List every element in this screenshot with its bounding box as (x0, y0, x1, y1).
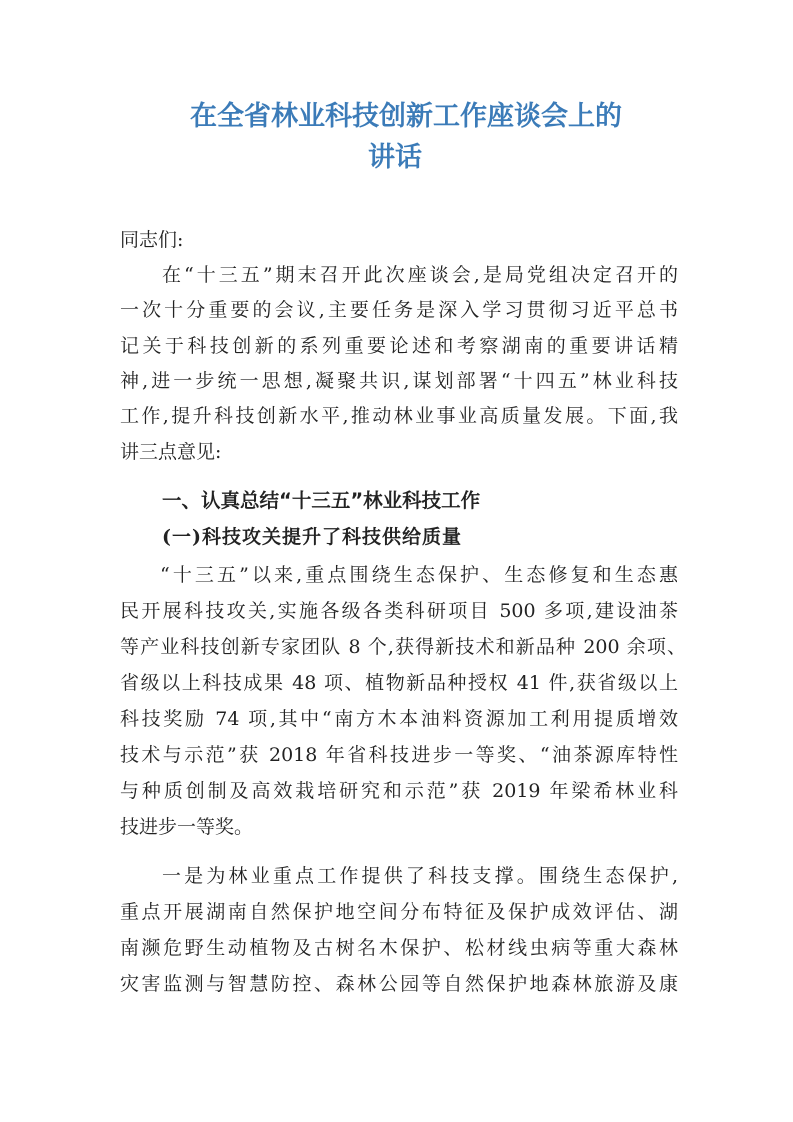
paragraph-3-line: 灾害监测与智慧防控、森林公园等自然保护地森林旅游及康 (120, 973, 678, 995)
paragraph-2-line: 民开展科技攻关,实施各级各类科研项目 500 多项,建设油茶 (120, 600, 678, 622)
paragraph-3-line: 一是为林业重点工作提供了科技支撑。围绕生态保护, (162, 865, 678, 887)
paragraph-3-line: 南濒危野生动植物及古树名木保护、松材线虫病等重大森林 (120, 937, 678, 959)
paragraph-2-line: 与种质创制及高效栽培研究和示范”获 2019 年梁希林业科 (120, 780, 678, 802)
salutation: 同志们: (120, 229, 184, 251)
paragraph-1-line: 在“十三五”期末召开此次座谈会,是局党组决定召开的 (162, 264, 678, 286)
paragraph-1-line: 神,进一步统一思想,凝聚共识,谋划部署“十四五”林业科技 (120, 370, 678, 392)
document-title-line-2: 讲话 (368, 142, 422, 173)
paragraph-2-line: 技进步一等奖。 (120, 816, 254, 838)
paragraph-2-line: 技术与示范”获 2018 年省科技进步一等奖、“油茶源库特性 (120, 744, 678, 766)
paragraph-1-line: 记关于科技创新的系列重要论述和考察湖南的重要讲话精 (120, 335, 678, 357)
paragraph-1-line: 讲三点意见: (120, 441, 222, 463)
paragraph-2-line: “十三五”以来,重点围绕生态保护、生态修复和生态惠 (160, 564, 678, 586)
paragraph-1-line: 一次十分重要的会议,主要任务是深入学习贯彻习近平总书 (120, 299, 678, 321)
paragraph-2-line: 科技奖励 74 项,其中“南方木本油料资源加工利用提质增效 (120, 708, 678, 730)
document-title-line-1: 在全省林业科技创新工作座谈会上的 (190, 101, 622, 132)
paragraph-3-line: 重点开展湖南自然保护地空间分布特征及保护成效评估、湖 (120, 901, 678, 923)
paragraph-2-line: 省级以上科技成果 48 项、植物新品种授权 41 件,获省级以上 (120, 672, 678, 694)
section-heading-1: 一、认真总结“十三五”林业科技工作 (162, 489, 481, 512)
subsection-heading-1: (一)科技攻关提升了科技供给质量 (162, 526, 462, 548)
paragraph-1-line: 工作,提升科技创新水平,推动林业事业高质量发展。下面,我 (120, 405, 678, 427)
paragraph-2-line: 等产业科技创新专家团队 8 个,获得新技术和新品种 200 余项、 (120, 636, 686, 658)
